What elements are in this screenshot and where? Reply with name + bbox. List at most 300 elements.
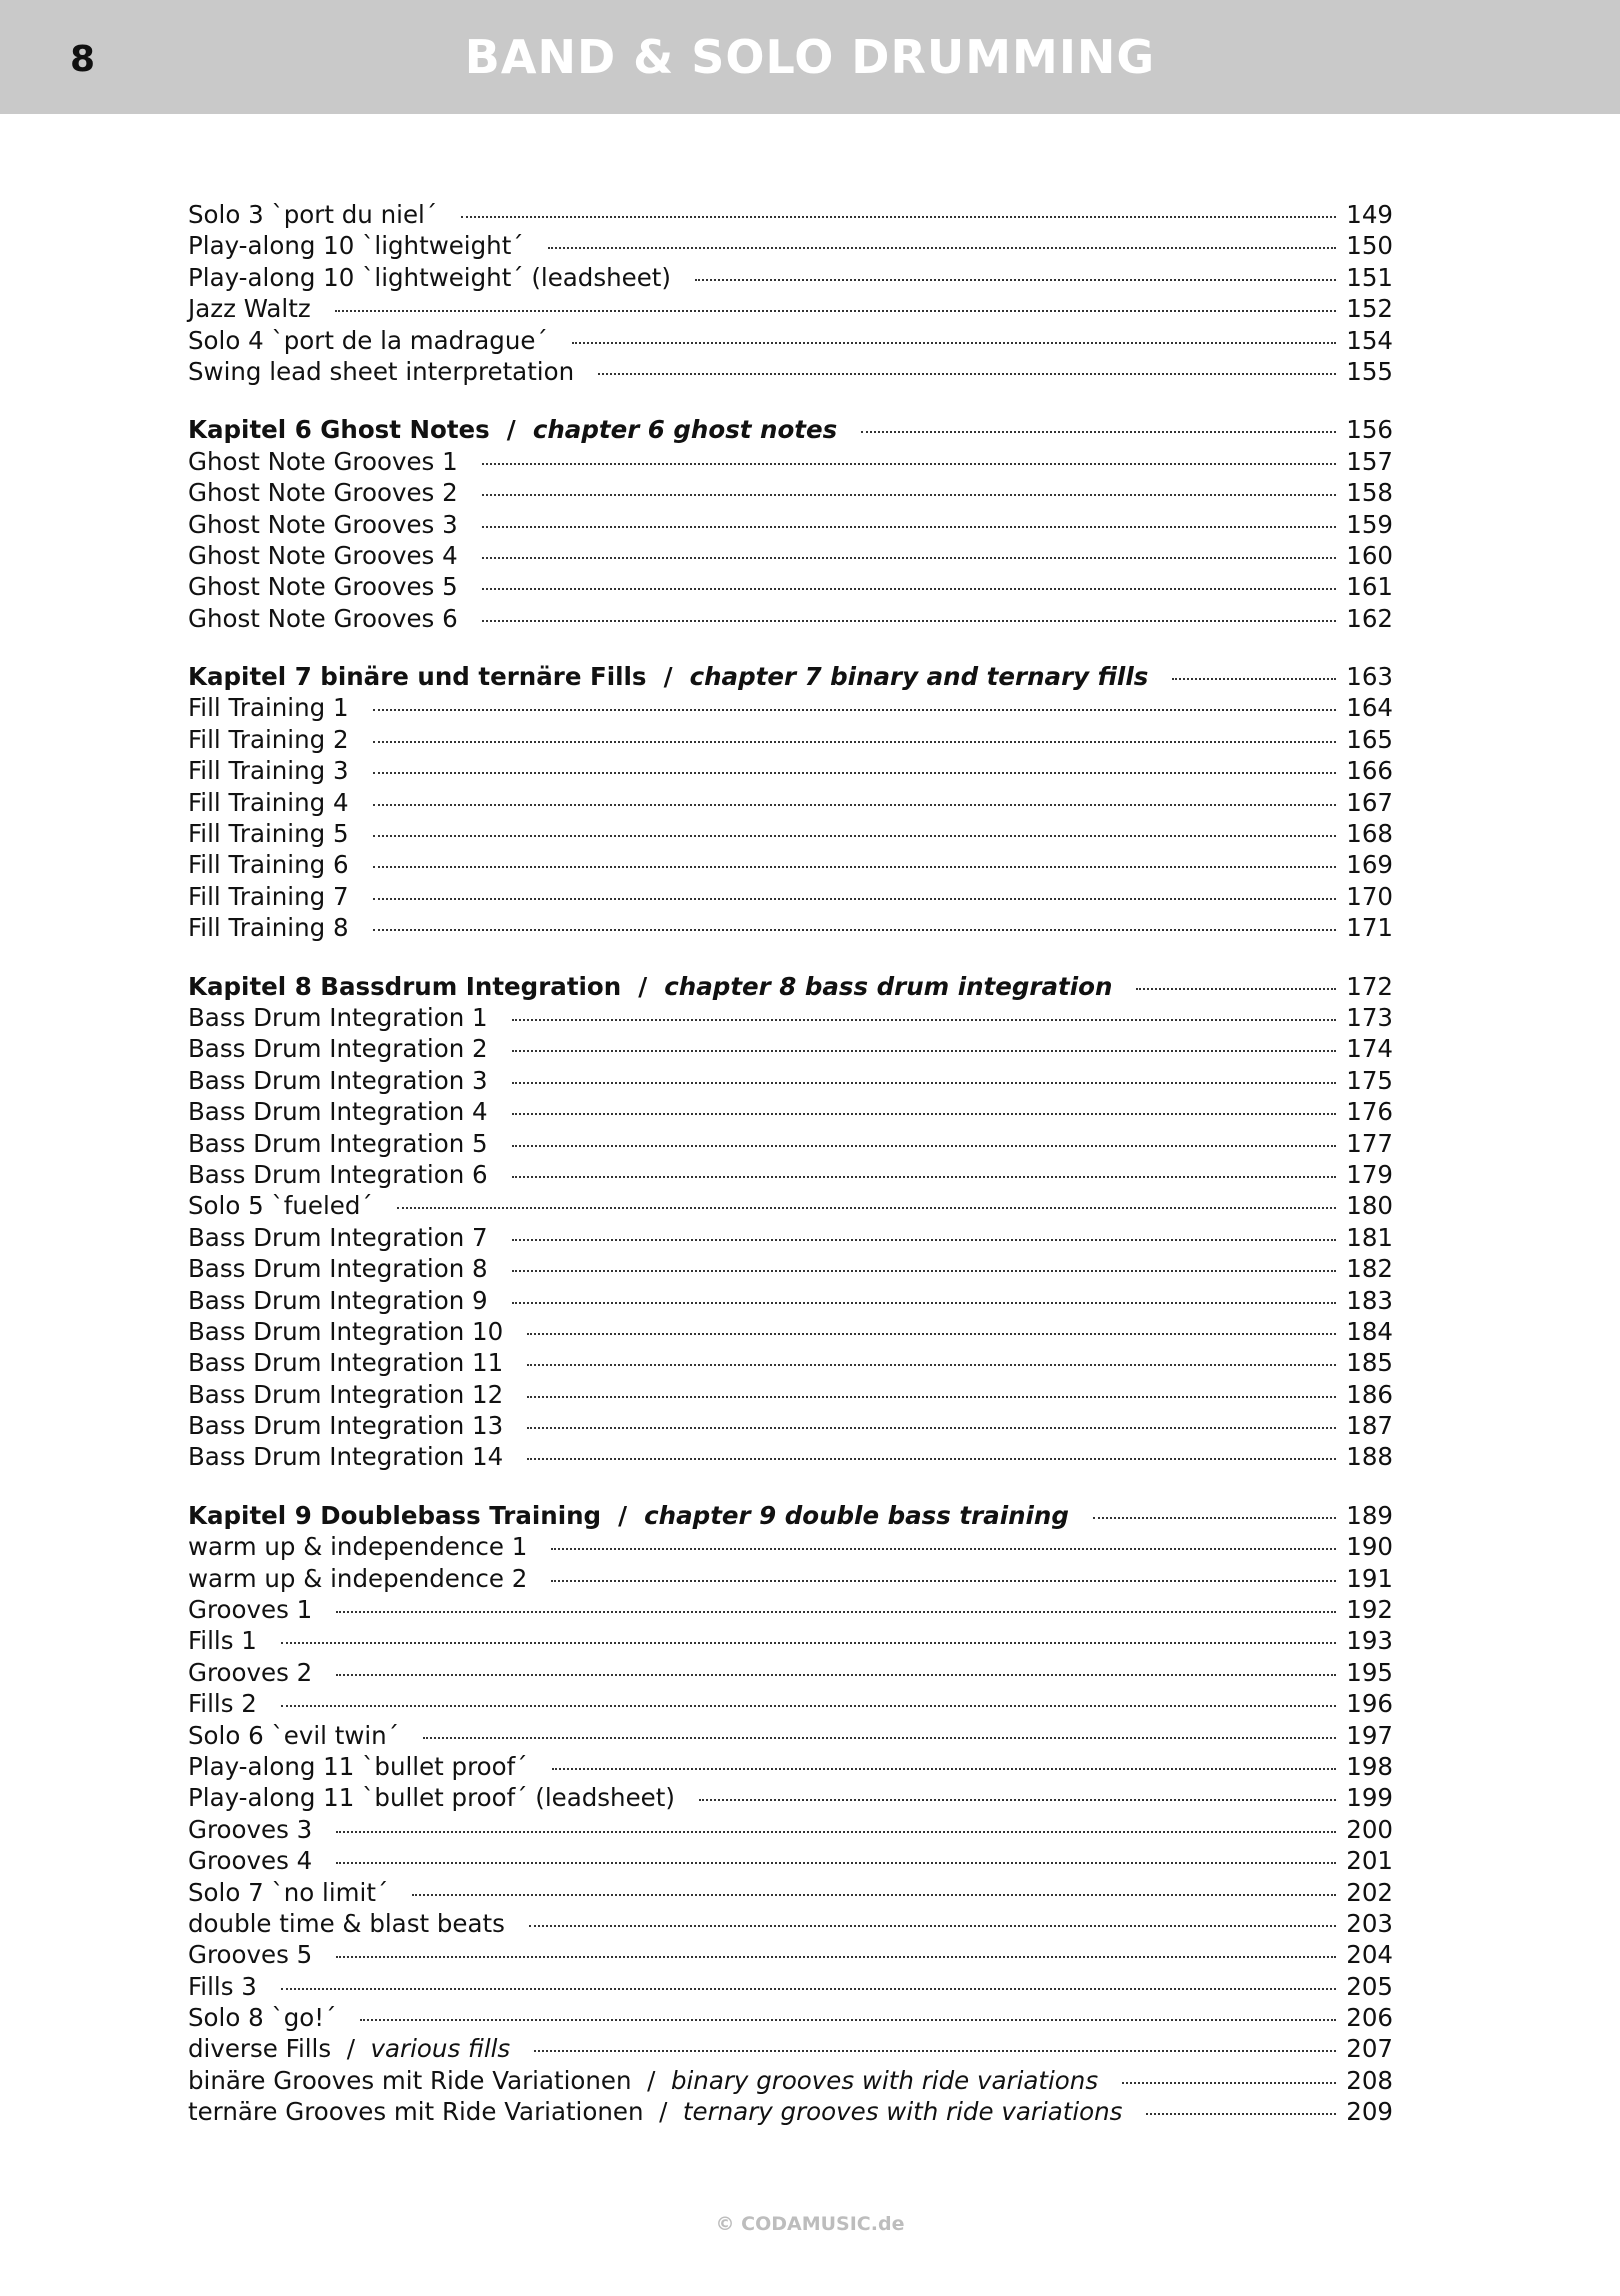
toc-entry bbox=[188, 1971, 1393, 2002]
toc-page-number: 175 bbox=[1346, 1065, 1393, 1095]
toc-page-number: 182 bbox=[1346, 1254, 1393, 1284]
toc-page-number: 170 bbox=[1346, 881, 1393, 911]
book-title: BAND & SOLO DRUMMING bbox=[464, 30, 1156, 84]
toc-page-number: 179 bbox=[1346, 1159, 1393, 1189]
toc-page-number: 192 bbox=[1346, 1595, 1393, 1625]
toc-entry-title: ternäre Grooves mit Ride Variationen bbox=[188, 2097, 644, 2127]
dot-leader bbox=[335, 310, 1337, 312]
toc-entry-label bbox=[188, 1002, 488, 1033]
toc-entry-label bbox=[188, 2096, 1122, 2127]
toc-entry-english-title: chapter 8 bass drum integration bbox=[664, 971, 1113, 1001]
toc-entry-label bbox=[188, 414, 837, 445]
toc-entry-label bbox=[188, 1908, 505, 1939]
toc-entry-title: Fill Training 8 bbox=[188, 913, 349, 943]
toc-entry bbox=[188, 1159, 1393, 1190]
dot-leader bbox=[482, 463, 1337, 465]
toc-entry-title: Bass Drum Integration 13 bbox=[188, 1411, 504, 1441]
toc-page-number: 177 bbox=[1346, 1128, 1393, 1158]
page-header bbox=[0, 0, 1620, 114]
toc-entry bbox=[188, 881, 1393, 912]
toc-entry bbox=[188, 1190, 1393, 1221]
title-separator: / bbox=[631, 2065, 671, 2095]
toc-entry-title: Ghost Note Grooves 6 bbox=[188, 603, 458, 633]
toc-entry-title: binäre Grooves mit Ride Variationen bbox=[188, 2065, 632, 2095]
toc-entry-label bbox=[188, 603, 458, 634]
dot-leader bbox=[397, 1207, 1337, 1209]
toc-page-number: 160 bbox=[1346, 540, 1393, 570]
toc-page-number: 206 bbox=[1346, 2003, 1393, 2033]
toc-entry-title: Bass Drum Integration 3 bbox=[188, 1065, 488, 1095]
dot-leader bbox=[1172, 678, 1336, 680]
toc-entry-label bbox=[188, 881, 349, 912]
toc-entry-label bbox=[188, 1751, 528, 1782]
dot-leader bbox=[373, 898, 1337, 900]
toc-page-number: 164 bbox=[1346, 693, 1393, 723]
toc-entry-label bbox=[188, 1410, 503, 1441]
toc-entry-title: Bass Drum Integration 10 bbox=[188, 1316, 504, 1346]
toc-entry-title: Grooves 4 bbox=[188, 1846, 313, 1876]
toc-entry-label bbox=[188, 818, 349, 849]
toc-entry-label bbox=[188, 1065, 488, 1096]
toc-page-number: 155 bbox=[1346, 356, 1393, 386]
table-of-contents bbox=[188, 199, 1393, 2128]
toc-entry-label bbox=[188, 912, 349, 943]
toc-entry bbox=[188, 293, 1393, 324]
toc-entry-title: Bass Drum Integration 12 bbox=[188, 1379, 504, 1409]
toc-page-number: 152 bbox=[1346, 294, 1393, 324]
title-separator: / bbox=[331, 2034, 371, 2064]
toc-page-number: 174 bbox=[1346, 1034, 1393, 1064]
toc-entry bbox=[188, 446, 1393, 477]
dot-leader bbox=[534, 2050, 1336, 2052]
dot-leader bbox=[695, 279, 1336, 281]
toc-entry-title: warm up & independence 1 bbox=[188, 1532, 528, 1562]
toc-entry bbox=[188, 477, 1393, 508]
toc-entry bbox=[188, 356, 1393, 387]
toc-entry-title: Jazz Waltz bbox=[188, 294, 311, 324]
dot-leader bbox=[373, 866, 1337, 868]
toc-entry bbox=[188, 1285, 1393, 1316]
dot-leader bbox=[512, 1050, 1337, 1052]
dot-leader bbox=[512, 1270, 1337, 1272]
toc-entry-label bbox=[188, 1316, 503, 1347]
toc-entry-label bbox=[188, 325, 548, 356]
toc-entry-title: Fill Training 6 bbox=[188, 850, 349, 880]
toc-entry bbox=[188, 1033, 1393, 1064]
dot-leader bbox=[512, 1019, 1337, 1021]
toc-entry bbox=[188, 2033, 1393, 2064]
toc-page-number: 166 bbox=[1346, 756, 1393, 786]
toc-entry-label bbox=[188, 540, 458, 571]
toc-page-number: 201 bbox=[1346, 1846, 1393, 1876]
toc-entry bbox=[188, 1096, 1393, 1127]
dot-leader bbox=[527, 1427, 1336, 1429]
toc-entry bbox=[188, 1688, 1393, 1719]
toc-entry-title: Swing lead sheet interpretation bbox=[188, 356, 575, 386]
toc-entry-title: Bass Drum Integration 8 bbox=[188, 1254, 488, 1284]
dot-leader bbox=[512, 1239, 1337, 1241]
toc-entry bbox=[188, 692, 1393, 723]
toc-entry bbox=[188, 1531, 1393, 1562]
toc-page-number: 199 bbox=[1346, 1783, 1393, 1813]
toc-page-number: 157 bbox=[1346, 446, 1393, 476]
toc-entry-label bbox=[188, 1379, 503, 1410]
toc-page-number: 156 bbox=[1346, 415, 1393, 445]
toc-entry-label bbox=[188, 1594, 312, 1625]
dot-leader bbox=[281, 1988, 1336, 1990]
toc-entry bbox=[188, 1002, 1393, 1033]
dot-leader bbox=[529, 1925, 1336, 1927]
toc-page-number: 191 bbox=[1346, 1563, 1393, 1593]
toc-entry bbox=[188, 1908, 1393, 1939]
toc-entry-title: Fill Training 7 bbox=[188, 881, 349, 911]
title-separator: / bbox=[489, 415, 533, 445]
toc-entry-english-title: ternary grooves with ride variations bbox=[682, 2097, 1123, 2127]
dot-leader bbox=[373, 804, 1337, 806]
toc-entry-title: Bass Drum Integration 14 bbox=[188, 1442, 504, 1472]
toc-entry-label bbox=[188, 446, 458, 477]
toc-page-number: 165 bbox=[1346, 724, 1393, 754]
toc-entry-label bbox=[188, 2033, 510, 2064]
dot-leader bbox=[551, 1548, 1336, 1550]
toc-entry-title: Solo 4 `port de la madrague´ bbox=[188, 325, 548, 355]
toc-page-number: 185 bbox=[1346, 1348, 1393, 1378]
dot-leader bbox=[512, 1302, 1337, 1304]
dot-leader bbox=[336, 1611, 1336, 1613]
toc-entry-title: Fill Training 4 bbox=[188, 787, 349, 817]
toc-entry bbox=[188, 603, 1393, 634]
dot-leader bbox=[373, 709, 1337, 711]
toc-entry-label bbox=[188, 1096, 488, 1127]
toc-chapter-heading bbox=[188, 661, 1393, 692]
toc-entry-label bbox=[188, 509, 458, 540]
toc-entry-title: Ghost Note Grooves 4 bbox=[188, 540, 458, 570]
toc-entry-english-title: binary grooves with ride variations bbox=[670, 2065, 1099, 2095]
toc-entry bbox=[188, 1441, 1393, 1472]
toc-entry bbox=[188, 230, 1393, 261]
toc-entry bbox=[188, 1594, 1393, 1625]
toc-entry-title: Bass Drum Integration 11 bbox=[188, 1348, 504, 1378]
toc-entry-title: Grooves 5 bbox=[188, 1940, 313, 1970]
toc-entry bbox=[188, 571, 1393, 602]
toc-entry-label bbox=[188, 1531, 527, 1562]
toc-entry-label bbox=[188, 477, 458, 508]
page-number: 8 bbox=[70, 39, 96, 80]
toc-entry-title: Ghost Note Grooves 1 bbox=[188, 446, 458, 476]
toc-entry bbox=[188, 540, 1393, 571]
dot-leader bbox=[548, 247, 1337, 249]
toc-entry-title: warm up & independence 2 bbox=[188, 1563, 528, 1593]
toc-entry-label bbox=[188, 1128, 488, 1159]
dot-leader bbox=[281, 1642, 1336, 1644]
toc-page-number: 172 bbox=[1346, 971, 1393, 1001]
toc-entry-title: double time & blast beats bbox=[188, 1908, 505, 1938]
toc-entry-label bbox=[188, 1500, 1069, 1531]
toc-page-number: 187 bbox=[1346, 1411, 1393, 1441]
toc-entry-label bbox=[188, 1159, 488, 1190]
dot-leader bbox=[551, 1580, 1336, 1582]
toc-page-number: 173 bbox=[1346, 1002, 1393, 1032]
dot-leader bbox=[552, 1768, 1337, 1770]
dot-leader bbox=[336, 1956, 1336, 1958]
toc-page-number: 171 bbox=[1346, 913, 1393, 943]
toc-entry bbox=[188, 2096, 1393, 2127]
toc-page-number: 167 bbox=[1346, 787, 1393, 817]
dot-leader bbox=[412, 1894, 1336, 1896]
toc-page-number: 183 bbox=[1346, 1285, 1393, 1315]
dot-leader bbox=[512, 1176, 1337, 1178]
toc-entry-title: diverse Fills bbox=[188, 2034, 332, 2064]
dot-leader bbox=[373, 741, 1337, 743]
toc-page-number: 202 bbox=[1346, 1877, 1393, 1907]
toc-entry bbox=[188, 849, 1393, 880]
title-separator: / bbox=[601, 1500, 645, 1530]
toc-entry-label bbox=[188, 262, 671, 293]
toc-page-number: 151 bbox=[1346, 262, 1393, 292]
toc-entry-label bbox=[188, 661, 1148, 692]
toc-entry-label bbox=[188, 2065, 1098, 2096]
toc-entry bbox=[188, 755, 1393, 786]
toc-entry-label bbox=[188, 1625, 257, 1656]
toc-entry-label bbox=[188, 1190, 373, 1221]
toc-page-number: 162 bbox=[1346, 603, 1393, 633]
toc-entry-english-title: various fills bbox=[370, 2034, 511, 2064]
toc-entry-title: Bass Drum Integration 9 bbox=[188, 1285, 488, 1315]
toc-page-number: 176 bbox=[1346, 1097, 1393, 1127]
toc-entry-label bbox=[188, 1971, 257, 2002]
toc-entry bbox=[188, 2002, 1393, 2033]
toc-entry-title: Fills 1 bbox=[188, 1626, 257, 1656]
dot-leader bbox=[482, 557, 1337, 559]
dot-leader bbox=[373, 835, 1337, 837]
toc-entry bbox=[188, 1657, 1393, 1688]
toc-entry bbox=[188, 1720, 1393, 1751]
toc-entry-label bbox=[188, 230, 524, 261]
toc-entry bbox=[188, 1563, 1393, 1594]
toc-entry-title: Kapitel 8 Bassdrum Integration bbox=[188, 971, 622, 1001]
toc-entry-title: Play-along 11 `bullet proof´ (leadsheet) bbox=[188, 1783, 675, 1813]
dot-leader bbox=[1146, 2113, 1336, 2115]
toc-entry-title: Bass Drum Integration 2 bbox=[188, 1034, 488, 1064]
toc-entry-label bbox=[188, 1285, 488, 1316]
toc-entry-title: Solo 8 `go!´ bbox=[188, 2003, 337, 2033]
toc-page-number: 200 bbox=[1346, 1814, 1393, 1844]
toc-page-number: 169 bbox=[1346, 850, 1393, 880]
toc-entry-label bbox=[188, 1222, 488, 1253]
toc-page-number: 180 bbox=[1346, 1191, 1393, 1221]
toc-entry-label bbox=[188, 787, 349, 818]
title-separator: / bbox=[646, 662, 690, 692]
toc-entry-title: Bass Drum Integration 5 bbox=[188, 1128, 488, 1158]
toc-entry-title: Fills 3 bbox=[188, 1971, 257, 2001]
toc-chapter-heading bbox=[188, 971, 1393, 1002]
toc-entry-label bbox=[188, 971, 1112, 1002]
toc-entry bbox=[188, 1379, 1393, 1410]
dot-leader bbox=[512, 1145, 1337, 1147]
toc-entry bbox=[188, 1410, 1393, 1441]
toc-page-number: 158 bbox=[1346, 478, 1393, 508]
toc-entry-label bbox=[188, 1877, 388, 1908]
toc-entry-title: Play-along 10 `lightweight´ (leadsheet) bbox=[188, 262, 671, 292]
toc-entry-label bbox=[188, 356, 574, 387]
dot-leader bbox=[527, 1458, 1336, 1460]
toc-entry bbox=[188, 1347, 1393, 1378]
toc-entry-title: Solo 3 `port du niel´ bbox=[188, 200, 438, 229]
dot-leader bbox=[1122, 2082, 1336, 2084]
toc-entry-title: Fill Training 1 bbox=[188, 693, 349, 723]
toc-entry bbox=[188, 1751, 1393, 1782]
toc-page-number: 190 bbox=[1346, 1532, 1393, 1562]
toc-entry-title: Fill Training 3 bbox=[188, 756, 349, 786]
toc-entry-label bbox=[188, 1845, 312, 1876]
toc-entry-english-title: chapter 9 double bass training bbox=[644, 1500, 1069, 1530]
toc-entry bbox=[188, 724, 1393, 755]
toc-entry-label bbox=[188, 199, 437, 230]
toc-entry-title: Solo 6 `evil twin´ bbox=[188, 1720, 399, 1750]
toc-entry bbox=[188, 1128, 1393, 1159]
toc-page-number: 184 bbox=[1346, 1316, 1393, 1346]
dot-leader bbox=[1136, 988, 1336, 990]
toc-entry-label bbox=[188, 1033, 488, 1064]
toc-entry-title: Grooves 3 bbox=[188, 1814, 313, 1844]
dot-leader bbox=[1093, 1517, 1336, 1519]
toc-page-number: 195 bbox=[1346, 1657, 1393, 1687]
dot-leader bbox=[572, 342, 1337, 344]
toc-page-number: 181 bbox=[1346, 1222, 1393, 1252]
toc-entry-label bbox=[188, 1441, 503, 1472]
dot-leader bbox=[281, 1705, 1336, 1707]
toc-page-number: 208 bbox=[1346, 2065, 1393, 2095]
toc-entry bbox=[188, 262, 1393, 293]
toc-page-number: 168 bbox=[1346, 819, 1393, 849]
toc-entry-label bbox=[188, 1563, 527, 1594]
dot-leader bbox=[360, 2019, 1336, 2021]
toc-entry-title: Fills 2 bbox=[188, 1689, 257, 1719]
toc-entry bbox=[188, 509, 1393, 540]
toc-page-number: 198 bbox=[1346, 1751, 1393, 1781]
toc-entry bbox=[188, 325, 1393, 356]
toc-entry bbox=[188, 199, 1393, 230]
dot-leader bbox=[527, 1364, 1336, 1366]
toc-entry-label bbox=[188, 1688, 257, 1719]
toc-page-number: 159 bbox=[1346, 509, 1393, 539]
dot-leader bbox=[461, 216, 1336, 218]
toc-chapter-heading bbox=[188, 414, 1393, 445]
title-separator: / bbox=[621, 971, 665, 1001]
toc-page-number: 188 bbox=[1346, 1442, 1393, 1472]
dot-leader bbox=[482, 620, 1337, 622]
toc-entry bbox=[188, 818, 1393, 849]
dot-leader bbox=[527, 1333, 1336, 1335]
toc-entry-label bbox=[188, 2002, 336, 2033]
toc-entry bbox=[188, 1253, 1393, 1284]
toc-entry-title: Ghost Note Grooves 2 bbox=[188, 478, 458, 508]
toc-entry-label bbox=[188, 849, 349, 880]
toc-entry bbox=[188, 1877, 1393, 1908]
toc-page-number: 205 bbox=[1346, 1971, 1393, 2001]
toc-page-number: 161 bbox=[1346, 572, 1393, 602]
toc-entry-label bbox=[188, 1720, 399, 1751]
toc-page-number: 154 bbox=[1346, 325, 1393, 355]
toc-entry-label bbox=[188, 571, 458, 602]
toc-entry-title: Ghost Note Grooves 5 bbox=[188, 572, 458, 602]
toc-entry-title: Fill Training 2 bbox=[188, 724, 349, 754]
dot-leader bbox=[336, 1862, 1336, 1864]
toc-entry-title: Kapitel 6 Ghost Notes bbox=[188, 415, 490, 445]
dot-leader bbox=[598, 373, 1336, 375]
toc-chapter-heading bbox=[188, 1500, 1393, 1531]
toc-page-number: 209 bbox=[1346, 2097, 1393, 2127]
toc-entry bbox=[188, 787, 1393, 818]
toc-entry bbox=[188, 1316, 1393, 1347]
toc-entry bbox=[188, 1065, 1393, 1096]
dot-leader bbox=[861, 431, 1336, 433]
toc-entry bbox=[188, 1782, 1393, 1813]
toc-entry-english-title: chapter 6 ghost notes bbox=[532, 415, 838, 445]
copyright-footer: © CODAMUSIC.de bbox=[715, 2213, 905, 2235]
toc-entry-title: Grooves 2 bbox=[188, 1657, 313, 1687]
toc-entry bbox=[188, 1845, 1393, 1876]
toc-entry-title: Kapitel 9 Doublebass Training bbox=[188, 1500, 602, 1530]
toc-entry-english-title: chapter 7 binary and ternary fills bbox=[689, 662, 1149, 692]
toc-entry-title: Bass Drum Integration 7 bbox=[188, 1222, 488, 1252]
toc-page-number: 189 bbox=[1346, 1500, 1393, 1530]
toc-entry-label bbox=[188, 1782, 675, 1813]
dot-leader bbox=[423, 1737, 1336, 1739]
toc-entry-title: Play-along 10 `lightweight´ bbox=[188, 231, 524, 261]
dot-leader bbox=[336, 1674, 1336, 1676]
dot-leader bbox=[336, 1831, 1336, 1833]
toc-entry-title: Bass Drum Integration 6 bbox=[188, 1159, 488, 1189]
toc-page-number: 197 bbox=[1346, 1720, 1393, 1750]
toc-page-number: 186 bbox=[1346, 1379, 1393, 1409]
dot-leader bbox=[482, 588, 1337, 590]
toc-entry-title: Solo 5 `fueled´ bbox=[188, 1191, 373, 1221]
toc-page-number: 196 bbox=[1346, 1689, 1393, 1719]
dot-leader bbox=[482, 526, 1337, 528]
toc-entry bbox=[188, 1939, 1393, 1970]
toc-entry bbox=[188, 1625, 1393, 1656]
toc-entry-label bbox=[188, 724, 349, 755]
toc-entry-label bbox=[188, 1814, 312, 1845]
dot-leader bbox=[512, 1082, 1337, 1084]
toc-entry-title: Kapitel 7 binäre und ternäre Fills bbox=[188, 662, 647, 692]
toc-entry-label bbox=[188, 1253, 488, 1284]
toc-entry-label bbox=[188, 1939, 312, 1970]
toc-entry-label bbox=[188, 1347, 503, 1378]
toc-entry-label bbox=[188, 1657, 312, 1688]
toc-page-number: 207 bbox=[1346, 2034, 1393, 2064]
dot-leader bbox=[373, 772, 1337, 774]
toc-entry-title: Grooves 1 bbox=[188, 1595, 313, 1625]
dot-leader bbox=[373, 929, 1337, 931]
toc-page-number: 163 bbox=[1346, 662, 1393, 692]
toc-page-number: 150 bbox=[1346, 231, 1393, 261]
dot-leader bbox=[527, 1396, 1336, 1398]
toc-page-number: 204 bbox=[1346, 1940, 1393, 1970]
toc-entry bbox=[188, 1222, 1393, 1253]
toc-entry-title: Fill Training 5 bbox=[188, 819, 349, 849]
toc-entry-title: Play-along 11 `bullet proof´ bbox=[188, 1751, 528, 1781]
dot-leader bbox=[512, 1113, 1337, 1115]
toc-entry-label bbox=[188, 692, 349, 723]
toc-entry-label bbox=[188, 293, 311, 324]
dot-leader bbox=[699, 1799, 1336, 1801]
toc-page-number: 203 bbox=[1346, 1908, 1393, 1938]
toc-page-number: 149 bbox=[1346, 200, 1393, 229]
toc-entry-title: Solo 7 `no limit´ bbox=[188, 1877, 389, 1907]
toc-entry bbox=[188, 2065, 1393, 2096]
